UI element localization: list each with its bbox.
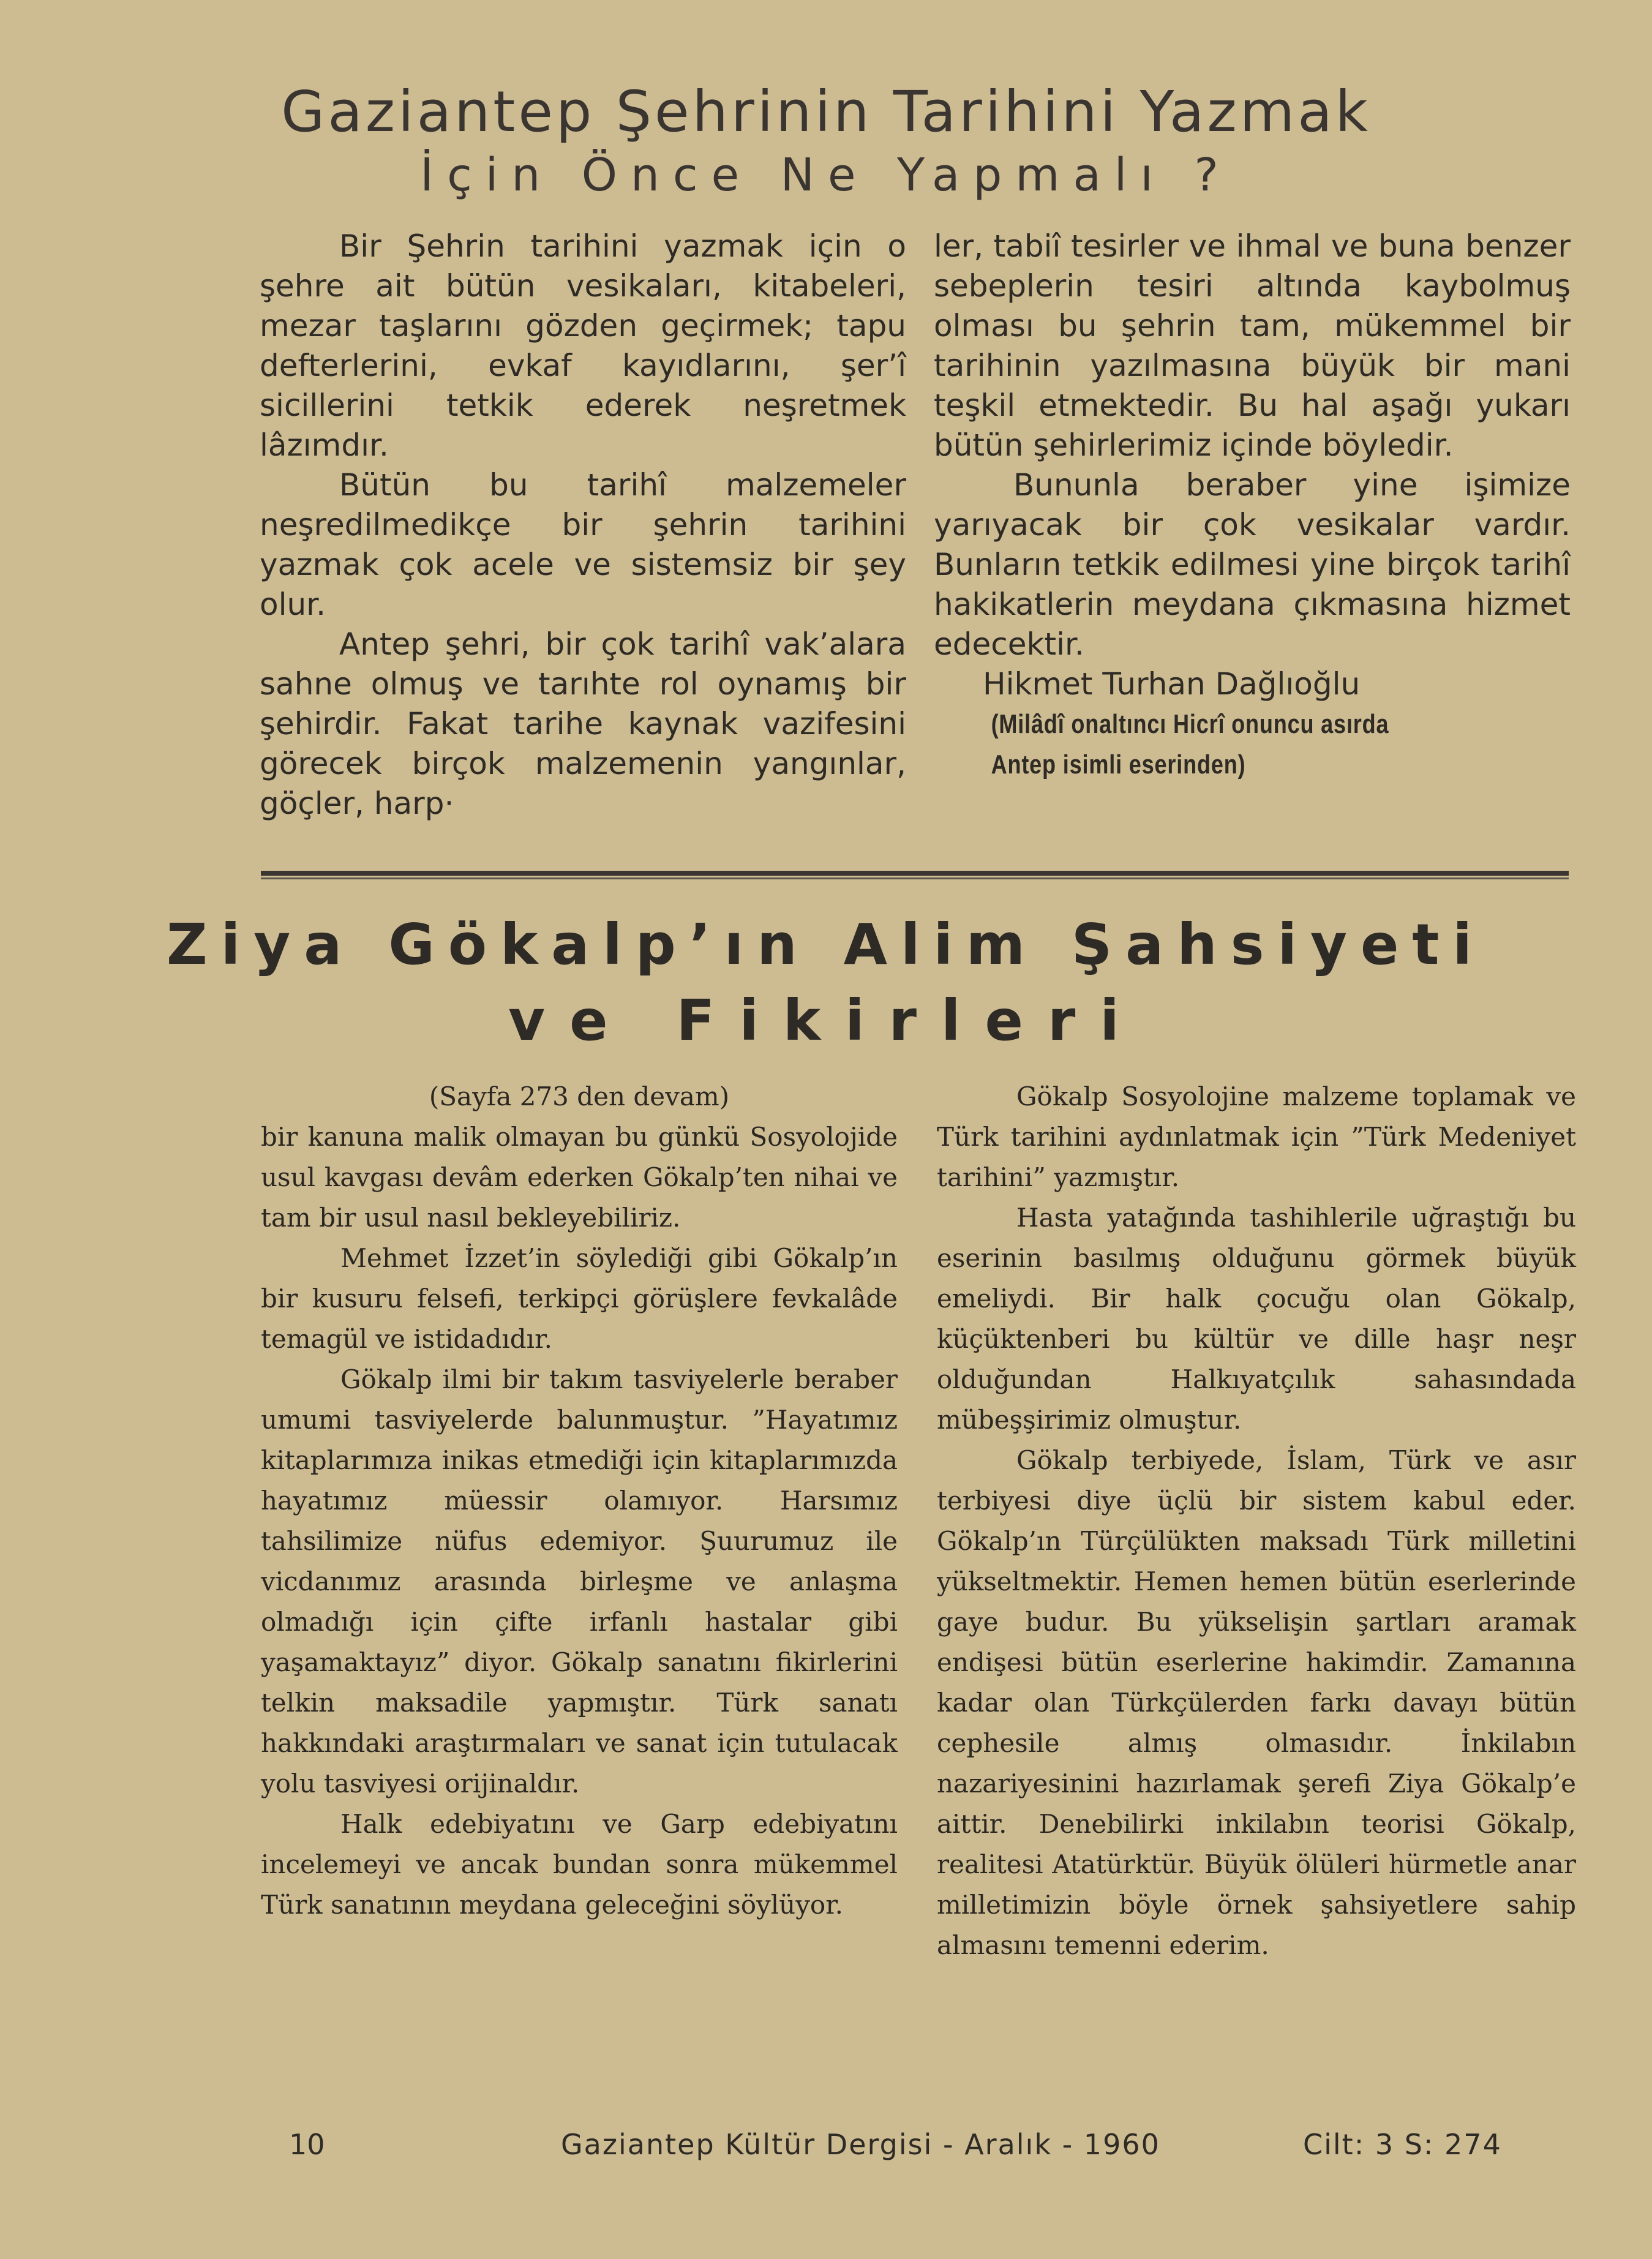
magazine-issue: Gaziantep Kültür Dergisi - Aralık - 1960 (561, 2128, 1160, 2161)
article2-paragraph: Gökalp terbiyede, İslam, Türk ve asır terbiyesi diye üçlü bir sistem kabul eder. Gökalp’ın Türçülükten maksadı Türk milletini yükseltmektir. Hemen hemen bütün eserlerinde gaye budur. Bu yükselişin şartları aramak endişesi bütün eserlerine hakimdir. Zamanına kadar olan Türkçülerden farkı davayı bütün cephesile almış olmasıdır. İnkilabın nazariyesinini hazırlamak şerefi Ziya Gökalp’e aittir. Denebilirki inkilabın teorisi Gökalp, realitesi Atatürktür. Büyük ölüleri hürmetle anar milletimizin böyle örnek şahsiyetlere sahip almasını temenni ederim. (937, 1445, 1576, 1960)
section-divider (261, 871, 1569, 876)
page-number: 10 (289, 2128, 325, 2161)
article1-paragraph: Antep şehri, bir çok tarihî vak’alara sahne olmuş ve tarıhte rol oynamış bir şehirdir. Fakat tarihe kaynak vazifesini görecek birçok malzemenin yangınlar, göçler, harp· (260, 626, 906, 821)
page-footer (0, 2120, 1652, 2169)
article1-source-note-line2: Antep isimli eserinden) (991, 750, 1246, 780)
article1-left-column (260, 227, 906, 824)
article1-paragraph: ler, tabiî tesirler ve ihmal ve buna benzer sebeplerin tesiri altında kaybolmuş olması bu şehrin tam, mükemmel bir tarihinin yazılmasına büyük bir mani teşkil etmektedir. Bu hal aşağı yukarı bütün şehirlerimiz içinde böyledir. (934, 228, 1571, 463)
section-divider-thin (261, 878, 1569, 879)
article1-title-line1: Gaziantep Şehrinin Tarihini Yazmak (281, 79, 1371, 145)
article1-paragraph: Bununla beraber yine işimize yarıyacak bir çok vesikalar vardır. Bunların tetkik edilmesi yine birçok tarihî hakikatlerin meydana çıkmasına hizmet edecektir. (934, 467, 1571, 662)
article2-paragraph: Hasta yatağında tashihlerile uğraştığı bu eserinin basılmış olduğunu görmek büyük emeliydi. Bir halk çocuğu olan Gökalp, küçüktenberi bu kültür ve dille haşr neşr olduğundan Halkıyatçılık sahasındada mübeşşirimiz olmuştur. (937, 1203, 1576, 1435)
article2-title-line2: ve Fikirleri (508, 988, 1144, 1053)
article1-paragraph: Bütün bu tarihî malzemeler neşredilmedikçe bir şehrin tarihini yazmak çok acele ve sistemsiz bir şey olur. (260, 467, 906, 622)
article1-right-column (934, 227, 1571, 785)
article1-author: Hikmet Turhan Dağlıoğlu (983, 666, 1361, 702)
article2-continued-note: (Sayfa 273 den devam) (429, 1081, 730, 1111)
article2-paragraph: Halk edebiyatını ve Garp edebiyatını incelemeyi ve ancak bundan sonra mükemmel Türk sanatının meydana geleceğini söylüyor. (261, 1809, 898, 1920)
article1-paragraph: Bir Şehrin tarihini yazmak için o şehre ait bütün vesikaları, kitabeleri, mezar taşlarını gözden geçirmek; tapu defterlerini, evkaf kayıdlarını, şer’î sicillerini tetkik ederek neşretmek lâzımdır. (260, 228, 906, 463)
article1-source-note-line1: (Milâdî onaltıncı Hicrî onuncu asırda (991, 709, 1389, 739)
article2-paragraph: Gökalp Sosyolojine malzeme toplamak ve Türk tarihini aydınlatmak için ”Türk Medeniyet tarihini” yazmıştır. (937, 1081, 1576, 1192)
article2-title-line1: Ziya Gökalp’ın Alim Şahsiyeti (167, 912, 1485, 977)
article2-right-column (937, 1077, 1576, 1966)
article2-paragraph: Mehmet İzzet’in söylediği gibi Gökalp’ın bir kusuru felsefi, terkipçi görüşlere fevkalâde temagül ve istidadıdır. (261, 1243, 898, 1354)
article2-paragraph: Gökalp ilmi bir takım tasviyelerle beraber umumi tasviyelerde balunmuştur. ”Hayatımız kitaplarımıza inikas etmediği için kitaplarımızda hayatımız müessir olamıyor. Harsımız tahsilimize nüfus edemiyor. Şuurumuz ile vicdanımız arasında birleşme ve anlaşma olmadığı için çifte irfanlı hastalar gibi yaşamaktayız” diyor. Gökalp sanatını fikirlerini telkin maksadile yapmıştır. Türk sanatı hakkındaki araştırmaları ve sanat için tutulacak yolu tasviyesi orijinaldır. (261, 1364, 898, 1799)
article1-title-line2: İçin Önce Ne Yapmalı ? (420, 149, 1232, 201)
volume-number: Cilt: 3 S: 274 (1303, 2128, 1502, 2161)
article2-paragraph: bir kanuna malik olmayan bu günkü Sosyolojide usul kavgası devâm ederken Gökalp’ten nihai ve tam bir usul nasıl bekleyebiliriz. (261, 1122, 898, 1233)
article2-left-column (261, 1077, 898, 1925)
